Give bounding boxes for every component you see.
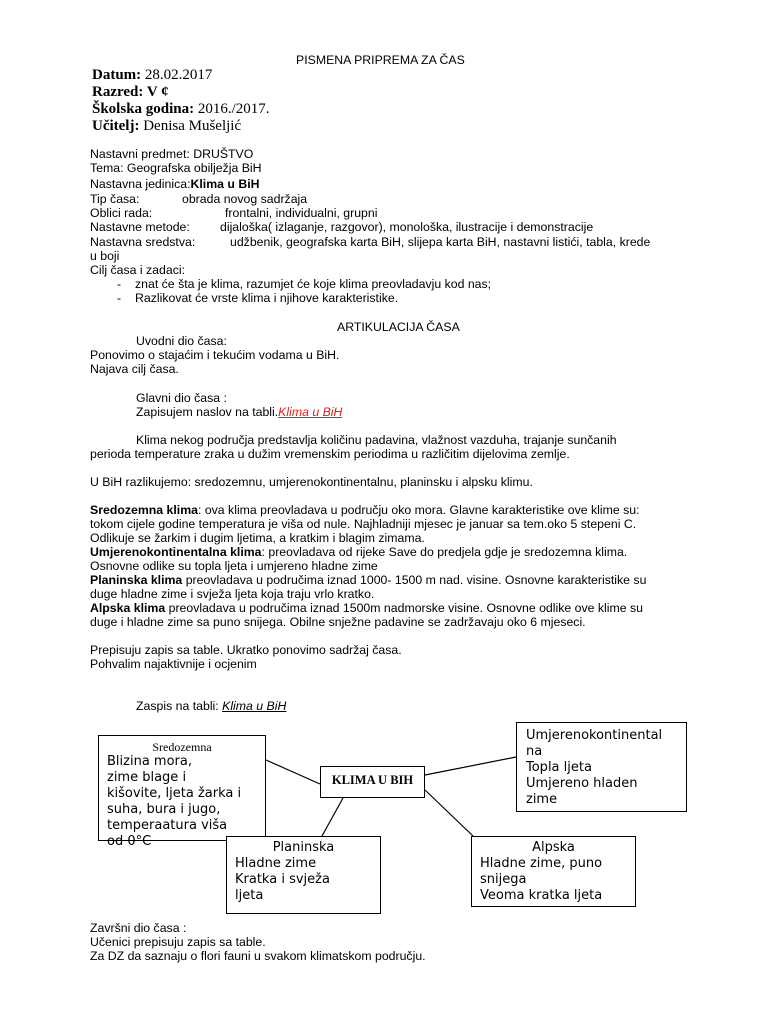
date-line: Datum: 28.02.2017	[92, 67, 213, 83]
main-heading: Glavni dio časa :	[136, 391, 227, 405]
intro-heading: Uvodni dio časa:	[136, 334, 227, 348]
goal-item-1: znat će šta je klima, razumjet će koje klima preovladavju kod nas;	[135, 277, 492, 291]
intro-line-2: Najava cilj časa.	[90, 362, 179, 376]
connector-planinska	[322, 798, 343, 836]
recap-line-2: Pohvalim najaktivnije i ocjenim	[90, 657, 257, 671]
box-umjereno	[516, 722, 687, 812]
articulation-heading: ARTIKULACIJA ČASA	[337, 320, 460, 334]
mediterranean-line-1: Sredozemna klima: ova klima preovladava u području oko mora. Glavne karakteristike ove klime su:	[90, 503, 640, 517]
definition-line-2: perioda temperature zraka u dužim vremenskim periodima u različitim dijelovima zemlje.	[90, 447, 570, 461]
goal-dash-1: -	[117, 277, 122, 291]
box-planinska	[226, 836, 381, 914]
goal-dash-2: -	[117, 291, 122, 305]
connector-alpska	[425, 790, 473, 836]
subject-line: Nastavni predmet: DRUŠTVO	[90, 147, 254, 161]
box-sredozemna-body: Blizina mora, zime blage i kišovite, ljeta žarka i suha, bura i jugo, temperaatura viša od 0°C	[107, 754, 242, 849]
page-title: PISMENA PRIPREMA ZA ČAS	[296, 53, 465, 67]
lesson-type-line: Tip časa: obrada novog sadržaja	[90, 192, 308, 206]
alpine-line-2: duge i hladne zime sa puno snijega. Obilne snježne padavine se zadržavaju oko 6 mjeseci.	[90, 615, 586, 629]
mountain-line-2: duge hladne zime i svježa ljeta koja traju vrlo kratko.	[90, 587, 375, 601]
definition-line-1: Klima nekog područja predstavlja količinu padavina, vlažnost vazduha, trajanje sunčanih	[136, 433, 617, 447]
mediterranean-line-3: Odlikuje se žarkim i dugim ljetima, a kratkim i blagim zimama.	[90, 531, 425, 545]
intro-line-1: Ponovimo o stajaćim i tekućim vodama u BiH.	[90, 348, 340, 362]
topic-line: Tema: Geografska obilježja BiH	[90, 161, 262, 175]
connector-umjereno	[425, 757, 516, 775]
box-planinska-body: Hladne zime Kratka i svježa ljeta	[235, 856, 330, 903]
continental-line-2: Osnovne odlike su topla ljeta i umjereno hladne zime	[90, 559, 378, 573]
mediterranean-line-2: tokom cijele godine temperatura je viša od nule. Najhladniji mjesec je januar sa tem.oko 5 stepeni C.	[90, 517, 637, 531]
mountain-line-1: Planinska klima preovladava u područima iznad 1000- 1500 m nad. visine. Osnovne karakteristike su	[90, 573, 647, 587]
climate-types-line: U BiH razlikujemo: sredozemnu, umjerenokontinentalnu, planinsku i alpsku klimu.	[90, 475, 533, 489]
connector-sredozemna	[266, 760, 320, 784]
box-center-title: KLIMA U BIH	[331, 773, 414, 787]
closing-line-1: Učenici prepisuju zapis sa table.	[90, 935, 266, 949]
methods-line: Nastavne metode: dijaloška( izlaganje, razgovor), monološka, ilustracije i demonstracije	[90, 220, 594, 234]
goal-item-2: Razlikovat će vrste klima i njihove karakteristike.	[135, 291, 399, 305]
box-alpska-title: Alpska	[532, 840, 575, 855]
continental-line-1: Umjerenokontinentalna klima: preovladava od rijeke Save do predjela gdje je sredozemna klima.	[90, 545, 628, 559]
board-note-line: Zaspis na tabli: Klima u BiH	[136, 699, 287, 713]
work-forms-line: Oblici rada: frontalni, individualni, grupni	[90, 206, 378, 220]
class-line: Razred: V ¢	[92, 84, 169, 100]
box-umjereno-body: Umjerenokontinental na Topla ljeta Umjereno hladen zime	[526, 728, 663, 807]
closing-line-2: Za DZ da saznaju o flori fauni u svakom klimatskom području.	[90, 949, 426, 963]
box-alpska-body: Hladne zime, puno snijega Veoma kratka ljeta	[480, 856, 603, 903]
box-planinska-title: Planinska	[272, 840, 335, 855]
goal-heading: Cilj časa i zadaci:	[90, 263, 185, 277]
title-on-board-line: Zapisujem naslov na tabli.Klima u BiH	[136, 405, 343, 419]
closing-heading: Završni dio časa :	[90, 921, 187, 935]
unit-line: Nastavna jedinica:Klima u BiH	[90, 177, 260, 191]
materials-line: Nastavna sredstva: udžbenik, geografska karta BiH, slijepa karta BiH, nastavni listići, tabla, krede	[90, 235, 651, 249]
box-sredozemna	[98, 735, 266, 849]
box-sredozemna-title: Sredozemna	[152, 740, 212, 754]
school-year-line: Školska godina: 2016./2017.	[92, 101, 270, 117]
teacher-line: Učitelj: Denisa Mušeljić	[92, 118, 242, 134]
box-center	[320, 766, 425, 798]
materials-line-2: u boji	[90, 249, 120, 263]
recap-line-1: Prepisuju zapis sa table. Ukratko ponovimo sadržaj časa.	[90, 643, 402, 657]
alpine-line-1: Alpska klima preovladava u područima iznad 1500m nadmorske visine. Osnovne odlike ove klime su	[90, 601, 643, 615]
box-alpska	[471, 836, 636, 907]
